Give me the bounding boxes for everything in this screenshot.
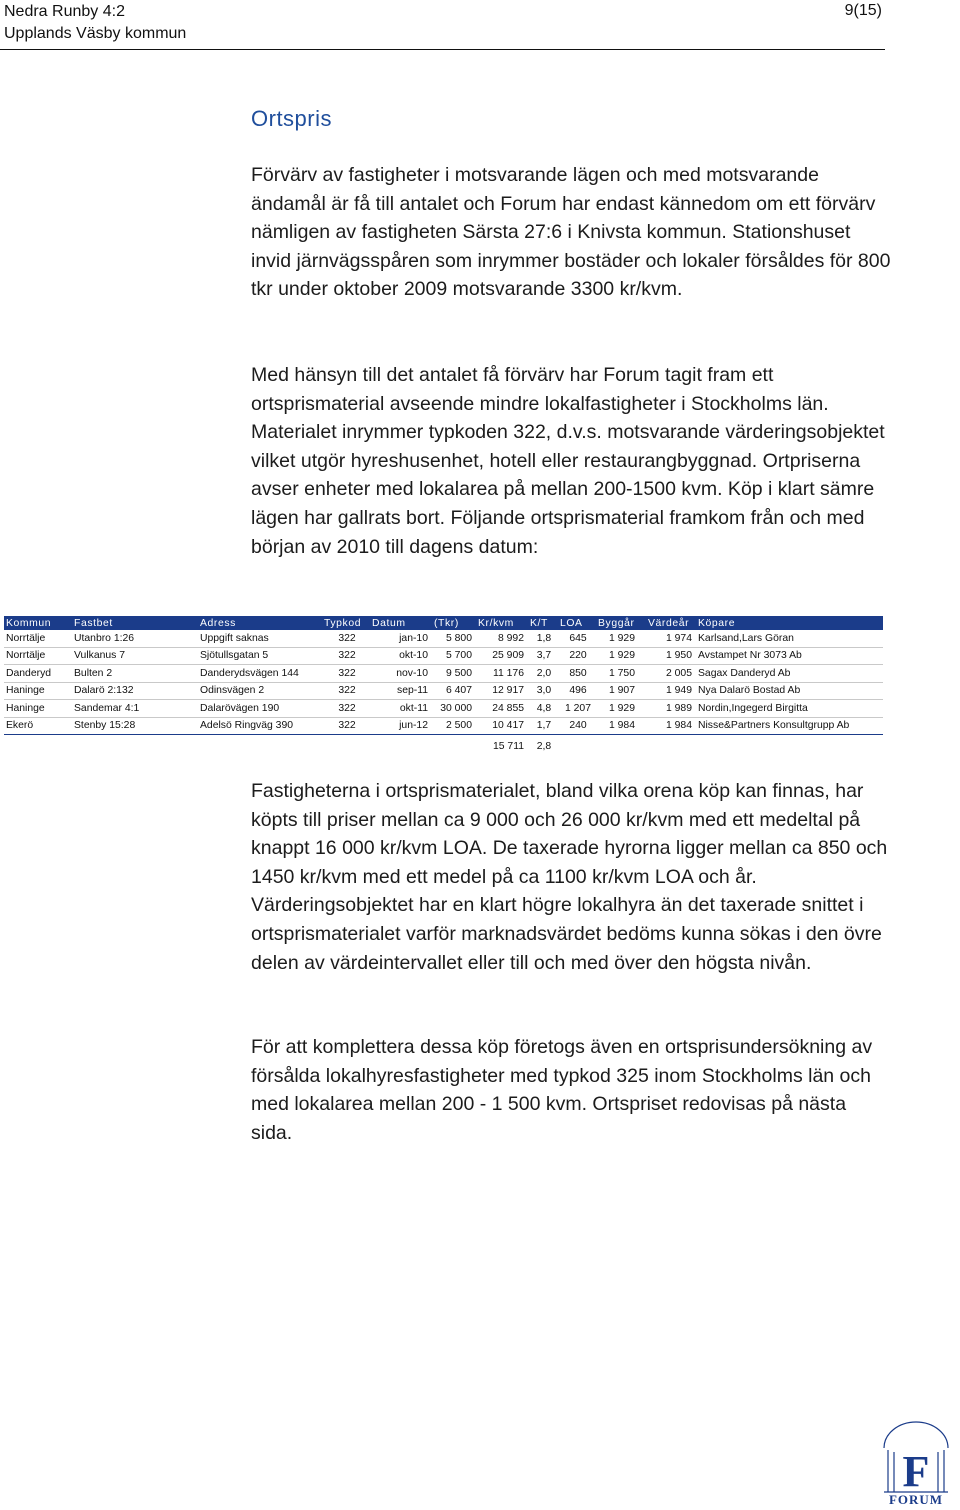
cell-typkod: 322 (322, 682, 370, 700)
table-row (4, 717, 883, 735)
cell-fastbet: Bulten 2 (72, 665, 198, 683)
cell-typkod: 322 (322, 630, 370, 647)
table-row (4, 647, 883, 665)
cell-vardear: 2 005 (646, 665, 696, 683)
cell-datum: jun-12 (370, 717, 432, 735)
cell-kr-kvm: 12 917 (476, 682, 528, 700)
cell-vardear: 1 974 (646, 630, 696, 647)
col-byggar: Byggår (596, 616, 646, 630)
cell-tkr: 2 500 (432, 717, 476, 735)
cell-kopare: Avstampet Nr 3073 Ab (696, 647, 883, 665)
cell-tkr: 5 700 (432, 647, 476, 665)
cell-kt: 2,0 (528, 665, 558, 683)
document-subtitle: Upplands Väsby kommun (4, 25, 187, 42)
logo-text: FORUM (888, 1492, 944, 1506)
cell-fastbet: Dalarö 2:132 (72, 682, 198, 700)
cell-loa: 240 (558, 717, 596, 735)
cell-byggar: 1 984 (596, 717, 646, 735)
cell-byggar: 1 929 (596, 647, 646, 665)
cell-kr-kvm: 10 417 (476, 717, 528, 735)
cell-adress: Odinsvägen 2 (198, 682, 322, 700)
document-title: Nedra Runby 4:2 (4, 3, 125, 20)
cell-kommun: Ekerö (4, 717, 72, 735)
sales-comparison-table (4, 616, 883, 757)
table-row (4, 630, 883, 647)
header-divider (0, 49, 885, 50)
cell-datum: okt-10 (370, 647, 432, 665)
cell-typkod: 322 (322, 647, 370, 665)
cell-vardear: 1 989 (646, 700, 696, 718)
cell-loa: 496 (558, 682, 596, 700)
page-number: 9(15) (844, 2, 882, 19)
cell-adress: Danderydsvägen 144 (198, 665, 322, 683)
cell-adress: Uppgift saknas (198, 630, 322, 647)
cell-kommun: Norrtälje (4, 647, 72, 665)
cell-byggar: 1 750 (596, 665, 646, 683)
cell-fastbet: Stenby 15:28 (72, 717, 198, 735)
cell-adress: Sjötullsgatan 5 (198, 647, 322, 665)
cell-kt: 1,7 (528, 717, 558, 735)
cell-datum: sep-11 (370, 682, 432, 700)
cell-loa: 1 207 (558, 700, 596, 718)
col-datum: Datum (370, 616, 432, 630)
cell-kr-kvm: 24 855 (476, 700, 528, 718)
col-loa: LOA (558, 616, 596, 630)
cell-kr-kvm: 8 992 (476, 630, 528, 647)
table-row (4, 665, 883, 683)
paragraph-2: Med hänsyn till det antalet få förvärv har Forum tagit fram ett ortsprismaterial avseende mindre lokalfastigheter i Stockholms län. Materialet inrymmer typkoden 322, d.v.s. motsvarande värderingsobjektet vilket utgör hyreshusenhet, hotell eller restaurangbyggnad. Ortpriserna avser enheter med lokalarea på mellan 200-1500 kvm. Köp i klart sämre lägen har gallrats bort. Följande ortsprismaterial framkom från och med början av 2010 till dagens datum: (251, 364, 885, 558)
cell-tkr: 6 407 (432, 682, 476, 700)
paragraph-1: Förvärv av fastigheter i motsvarande lägen och med motsvarande ändamål är få till antalet och Forum har endast kännedom om ett förvärv nämligen av fastigheten Särsta 27:6 i Knivsta kommun. Stationshuset invid järnvägsspåren som inrymmer bostäder och lokaler försåldes för 800 tkr under oktober 2009 motsvarande 3300 kr/kvm. (251, 164, 891, 301)
col-kr-kvm: Kr/kvm (476, 616, 528, 630)
col-fastbet: Fastbet (72, 616, 198, 630)
cell-typkod: 322 (322, 665, 370, 683)
table-row (4, 700, 883, 718)
cell-tkr: 9 500 (432, 665, 476, 683)
cell-tkr: 30 000 (432, 700, 476, 718)
cell-fastbet: Vulkanus 7 (72, 647, 198, 665)
cell-kr-kvm: 11 176 (476, 665, 528, 683)
cell-vardear: 1 950 (646, 647, 696, 665)
cell-adress: Dalarövägen 190 (198, 700, 322, 718)
cell-vardear: 1 984 (646, 717, 696, 735)
table-row (4, 682, 883, 700)
col-kt: K/T (528, 616, 558, 630)
col-adress: Adress (198, 616, 322, 630)
cell-vardear: 1 949 (646, 682, 696, 700)
cell-kt: 1,8 (528, 630, 558, 647)
cell-adress: Adelsö Ringväg 390 (198, 717, 322, 735)
cell-fastbet: Utanbro 1:26 (72, 630, 198, 647)
col-kommun: Kommun (4, 616, 72, 630)
cell-kopare: Nya Dalarö Bostad Ab (696, 682, 883, 700)
cell-kopare: Karlsand,Lars Göran (696, 630, 883, 647)
cell-fastbet: Sandemar 4:1 (72, 700, 198, 718)
cell-datum: jan-10 (370, 630, 432, 647)
cell-kommun: Haninge (4, 682, 72, 700)
cell-typkod: 322 (322, 700, 370, 718)
cell-loa: 220 (558, 647, 596, 665)
cell-kommun: Haninge (4, 700, 72, 718)
cell-typkod: 322 (322, 717, 370, 735)
total-kr-kvm: 15 711 (492, 740, 524, 752)
cell-datum: nov-10 (370, 665, 432, 683)
logo-letter: F (902, 1447, 930, 1496)
paragraph-4: För att komplettera dessa köp företogs även en ortsprisundersökning av försålda lokalhyresfastigheter med typkod 325 inom Stockholms län och med lokalarea mellan 200 - 1 500 kvm. Ortspriset redovisas på nästa sida. (251, 1036, 873, 1144)
col-typkod: Typkod (322, 616, 370, 630)
table-totals-row (4, 735, 883, 758)
cell-loa: 645 (558, 630, 596, 647)
total-kt: 2,8 (536, 740, 552, 752)
cell-loa: 850 (558, 665, 596, 683)
cell-datum: okt-11 (370, 700, 432, 718)
cell-kopare: Nordin,Ingegerd Birgitta (696, 700, 883, 718)
cell-kt: 3,0 (528, 682, 558, 700)
cell-byggar: 1 929 (596, 630, 646, 647)
cell-byggar: 1 907 (596, 682, 646, 700)
cell-byggar: 1 929 (596, 700, 646, 718)
cell-tkr: 5 800 (432, 630, 476, 647)
cell-kommun: Norrtälje (4, 630, 72, 647)
cell-kopare: Nisse&Partners Konsultgrupp Ab (696, 717, 883, 735)
cell-kr-kvm: 25 909 (476, 647, 528, 665)
cell-kt: 4,8 (528, 700, 558, 718)
cell-kopare: Sagax Danderyd Ab (696, 665, 883, 683)
forum-logo (880, 1418, 952, 1506)
table-header-row (4, 616, 883, 630)
col-kopare: Köpare (696, 616, 883, 630)
cell-kt: 3,7 (528, 647, 558, 665)
paragraph-3: Fastigheterna i ortsprismaterialet, bland vilka orena köp kan finnas, har köpts till priser mellan ca 9 000 och 26 000 kr/kvm med ett medeltal på knappt 16 000 kr/kvm LOA. De taxerade hyrorna ligger mellan ca 850 och 1450 kr/kvm med ett medel på ca 1100 kr/kvm LOA och år. Värderingsobjektet har en klart högre lokalhyra än det taxerade snittet i ortsprismaterialet varför marknadsvärdet bedöms kunna sökas i den övre delen av värdeintervallet eller till och med över den högsta nivån. (251, 780, 888, 974)
cell-kommun: Danderyd (4, 665, 72, 683)
col-tkr: (Tkr) (432, 616, 476, 630)
section-title: Ortspris (251, 106, 332, 131)
col-vardear: Värdeår (646, 616, 696, 630)
